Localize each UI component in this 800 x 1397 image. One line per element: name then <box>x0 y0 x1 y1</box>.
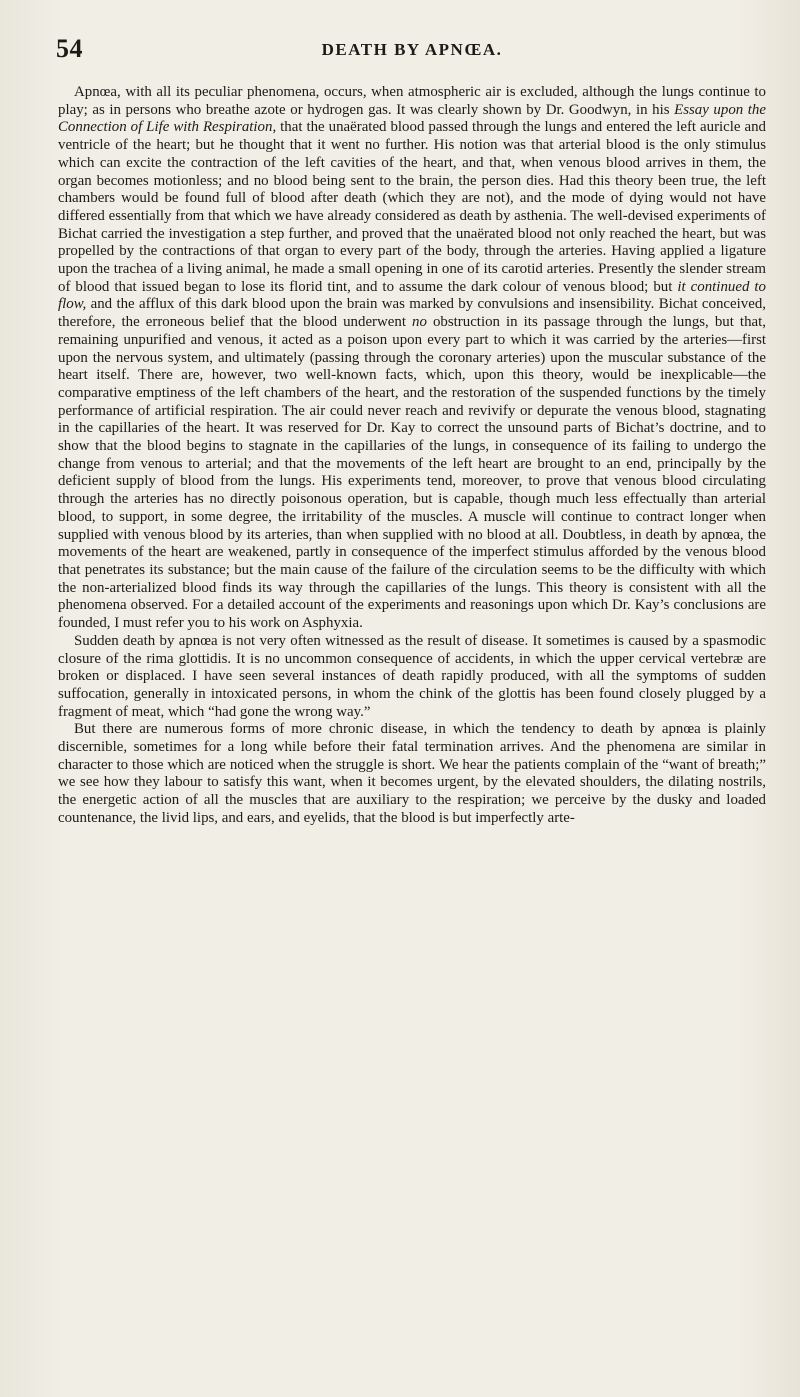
italic-text-run: Essay upon the Connection of Life with Respiration <box>58 101 766 136</box>
body-text <box>58 84 766 828</box>
italic-text-run: no <box>412 314 427 331</box>
running-title: DEATH BY APNŒA. <box>321 40 503 59</box>
text-run: Apnœa, with all its peculiar phenomena, occurs, when atmospheric air is excluded, although the lungs continue to play; as in persons who breathe azote or hydrogen gas. It was clearly shown by Dr. Goodwyn, in his <box>58 84 766 118</box>
paragraph <box>58 633 766 722</box>
page-number: 54 <box>56 34 83 63</box>
page-header <box>58 34 766 74</box>
paragraph <box>58 84 766 633</box>
text-run: obstruction in its passage through the lungs, but that, remaining unpurified and venous, it acted as a poison upon every part to which it was carried by the arteries—first upon the nervous system, and ultimately (passing through the coronary arteries) upon the muscular substance of the heart itself. There are, however, two well-known facts, which, upon this theory, would be inexplicable—the comparative emptiness of the left chambers of the heart, and the restoration of the suspended functions by the timely performance of artificial respiration. The air could never reach and revivify or depurate the venous blood, stagnating in the capillaries of the heart. It was reserved for Dr. Kay to correct the unsound parts of Bichat’s doctrine, and to show that the blood begins to stagnate in the capillaries of the lungs, in consequence of its failing to undergo the change from venous to arterial; and that the movements of the left heart are brought to an end, principally by the deficient supply of blood from the lungs. His experiments tend, moreover, to prove that venous blood circulating through the arteries has no directly poisonous operation, but is capable, though much less effectually than arterial blood, to support, in some degree, the irritability of the muscles. A muscle will continue to contract longer when supplied with venous blood by its arteries, than when supplied with no blood at all. Doubtless, in death by apnœa, the movements of the heart are weakened, partly in consequence of the imperfect stimulus afforded by the venous blood that penetrates its substance; but the main cause of the failure of the circulation seems to be the difficulty with which the non-arterialized blood finds its way through the capillaries of the lungs. This theory is consistent with all the phenomena observed. For a detailed account of the experiments and reasonings upon which Dr. Kay’s conclusions are founded, I must refer you to his work on Asphyxia. <box>58 314 766 632</box>
paragraph <box>58 721 766 827</box>
text-run: But there are numerous forms of more chronic disease, in which the tendency to death by apnœa is plainly discernible, sometimes for a long while before their fatal termination arrives. And the phenomena are similar in character to those which are noticed when the struggle is short. We hear the patients complain of the “want of breath;” we see how they labour to satisfy this want, when it becomes urgent, by the elevated shoulders, the dilating nostrils, the energetic action of all the muscles that are auxiliary to the respiration; we perceive by the dusky and loaded countenance, the livid lips, and ears, and eyelids, that the blood is but imperfectly arte- <box>58 721 766 826</box>
italic-text-run: it continued to flow, <box>58 278 766 313</box>
text-run: Sudden death by apnœa is not very often witnessed as the result of disease. It sometimes is caused by a spasmodic closure of the rima glottidis. It is no uncommon consequence of accidents, in which the upper cervical vertebræ are broken or displaced. I have seen several instances of death rapidly produced, with all the symptoms of sudden suffocation, generally in intoxicated persons, in whom the chink of the glottis has been found closely plugged by a fragment of meat, which “had gone the wrong way.” <box>58 632 766 720</box>
text-run: and the afflux of this dark blood upon the brain was marked by convulsions and insensibility. Bichat conceived, therefore, the erroneous belief that the blood underwent <box>58 296 766 331</box>
text-run: , that the unaërated blood passed through the lungs and entered the left auricle and ventricle of the heart; but he thought that it went no further. His notion was that arterial blood is the only stimulus which can excite the contraction of the left cavities of the heart, and that, when venous blood arrives in them, the organ becomes motionless; and no blood being sent to the brain, the person dies. Had this theory been true, the left chambers would be found full of blood after death (which they are not), and the mode of dying would not have differed essentially from that which we have already considered as death by asthenia. The well-devised experiments of Bichat carried the investigation a step further, and proved that the unaërated blood not only reached the heart, but was propelled by the contractions of that organ to every part of the body, through the arteries. Having applied a ligature upon the trachea of a living animal, he made a small opening in one of its carotid arteries. Presently the slender stream of blood that issued began to lose its florid tint, and to assume the dark colour of venous blood; but <box>58 119 766 295</box>
